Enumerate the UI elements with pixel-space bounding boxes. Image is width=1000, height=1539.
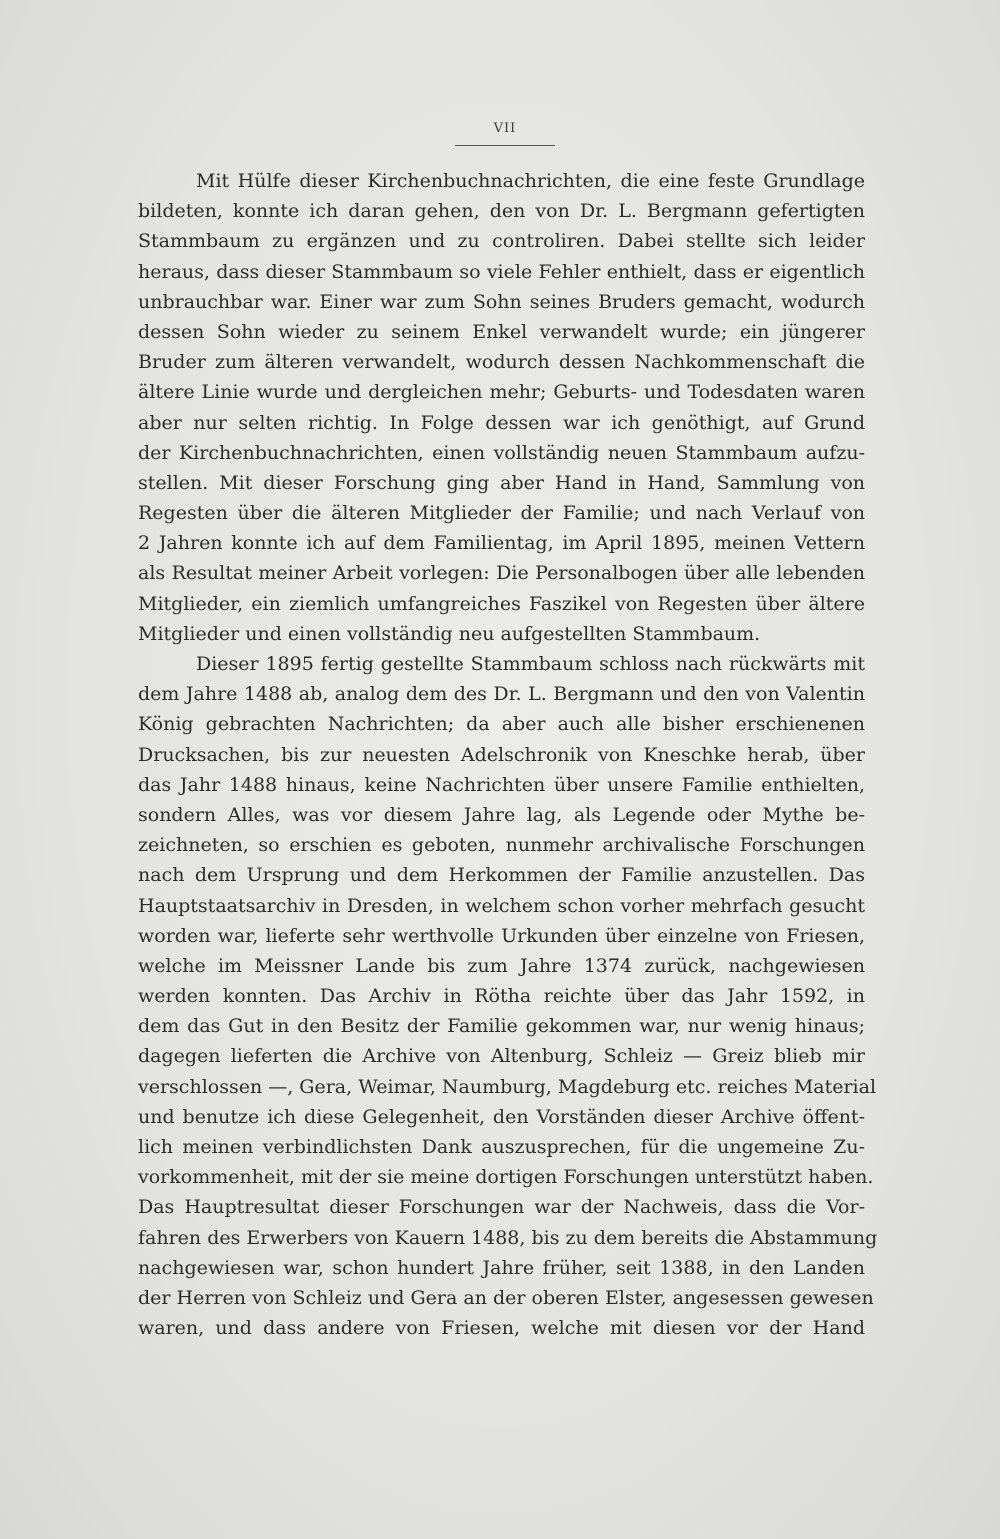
text-line: sondern Alles, was vor diesem Jahre lag, als Legende oder Mythe be- — [138, 803, 865, 826]
text-line: Mitglieder und einen vollständig neu aufgestellten Stammbaum. — [138, 622, 761, 645]
text-line: welche im Meissner Lande bis zum Jahre 1374 zurück, nachgewiesen — [138, 954, 865, 977]
text-line: der Kirchenbuchnachrichten, einen vollständig neuen Stammbaum aufzu- — [138, 441, 865, 464]
text-line: waren, und dass andere von Friesen, welche mit diesen vor der Hand — [138, 1317, 865, 1340]
text-line: als Resultat meiner Arbeit vorlegen: Die Personalbogen über alle lebenden — [138, 562, 865, 585]
text-line: König gebrachten Nachrichten; da aber auch alle bisher erschienenen — [138, 713, 865, 736]
text-line: Mit Hülfe dieser Kirchenbuchnachrichten, die eine feste Grundlage — [196, 170, 865, 192]
text-line: dagegen lieferten die Archive von Altenburg, Schleiz — Greiz blieb mir — [138, 1045, 865, 1068]
text-line: unbrauchbar war. Einer war zum Sohn seines Bruders gemacht, wodurch — [138, 290, 865, 313]
text-line: stellen. Mit dieser Forschung ging aber Hand in Hand, Sammlung von — [138, 471, 865, 494]
text-line: dessen Sohn wieder zu seinem Enkel verwandelt wurde; ein jüngerer — [138, 320, 865, 343]
text-line: vorkommenheit, mit der sie meine dortigen Forschungen unterstützt haben. — [138, 1166, 874, 1189]
text-line: werden konnten. Das Archiv in Rötha reichte über das Jahr 1592, in — [138, 985, 865, 1008]
text-line: nachgewiesen war, schon hundert Jahre früher, seit 1388, in den Landen — [138, 1256, 865, 1279]
text-line: Hauptstaatsarchiv in Dresden, in welchem schon vorher mehrfach gesucht — [138, 894, 865, 917]
text-line: fahren des Erwerbers von Kauern 1488, bis zu dem bereits die Abstammung — [138, 1226, 878, 1249]
text-line: lich meinen verbindlichsten Dank auszusprechen, für die ungemeine Zu- — [138, 1136, 865, 1158]
text-line: und benutze ich diese Gelegenheit, den Vorständen dieser Archive öffent- — [138, 1105, 865, 1128]
page-number: VII — [493, 121, 517, 136]
text-line: Bruder zum älteren verwandelt, wodurch dessen Nachkommenschaft die — [138, 351, 865, 374]
text-line: Stammbaum zu ergänzen und zu controliren. Dabei stellte sich leider — [138, 230, 865, 253]
body-text — [138, 166, 878, 1343]
text-line: Das Hauptresultat dieser Forschungen war der Nachweis, dass die Vor- — [138, 1196, 865, 1219]
text-line: verschlossen —, Gera, Weimar, Naumburg, Magdeburg etc. reiches Material — [138, 1075, 877, 1098]
paragraph-1 — [138, 166, 865, 649]
text-line: dem das Gut in den Besitz der Familie gekommen war, nur wenig hinaus; — [138, 1015, 865, 1038]
text-line: der Herren von Schleiz und Gera an der oberen Elster, angesessen gewesen — [138, 1286, 874, 1309]
text-line: Dieser 1895 fertig gestellte Stammbaum schloss nach rückwärts mit — [196, 653, 865, 675]
text-line: dem Jahre 1488 ab, analog dem des Dr. L. Bergmann und den von Valentin — [138, 683, 865, 706]
text-line: heraus, dass dieser Stammbaum so viele Fehler enthielt, dass er eigentlich — [138, 260, 865, 283]
text-line: 2 Jahren konnte ich auf dem Familientag, im April 1895, meinen Vettern — [138, 532, 865, 555]
text-line: ältere Linie wurde und dergleichen mehr; Geburts- und Todesdaten waren — [138, 381, 865, 404]
text-line: Regesten über die älteren Mitglieder der Familie; und nach Verlauf von — [138, 502, 865, 525]
text-line: nach dem Ursprung und dem Herkommen der Familie anzustellen. Das — [138, 864, 865, 887]
text-line: Drucksachen, bis zur neuesten Adelschronik von Kneschke herab, über — [138, 743, 865, 766]
text-line: worden war, lieferte sehr werthvolle Urkunden über einzelne von Friesen, — [138, 924, 865, 947]
paragraph-2 — [138, 649, 878, 1343]
text-line: zeichneten, so erschien es geboten, nunmehr archivalische Forschungen — [138, 834, 865, 857]
text-line: bildeten, konnte ich daran gehen, den von Dr. L. Bergmann gefertigten — [138, 200, 865, 223]
text-line: Mitglieder, ein ziemlich umfangreiches Faszikel von Regesten über ältere — [138, 592, 865, 615]
text-line: das Jahr 1488 hinaus, keine Nachrichten über unsere Familie enthielten, — [138, 773, 865, 796]
header-rule — [455, 145, 555, 146]
text-line: aber nur selten richtig. In Folge dessen war ich genöthigt, auf Grund — [138, 411, 865, 434]
